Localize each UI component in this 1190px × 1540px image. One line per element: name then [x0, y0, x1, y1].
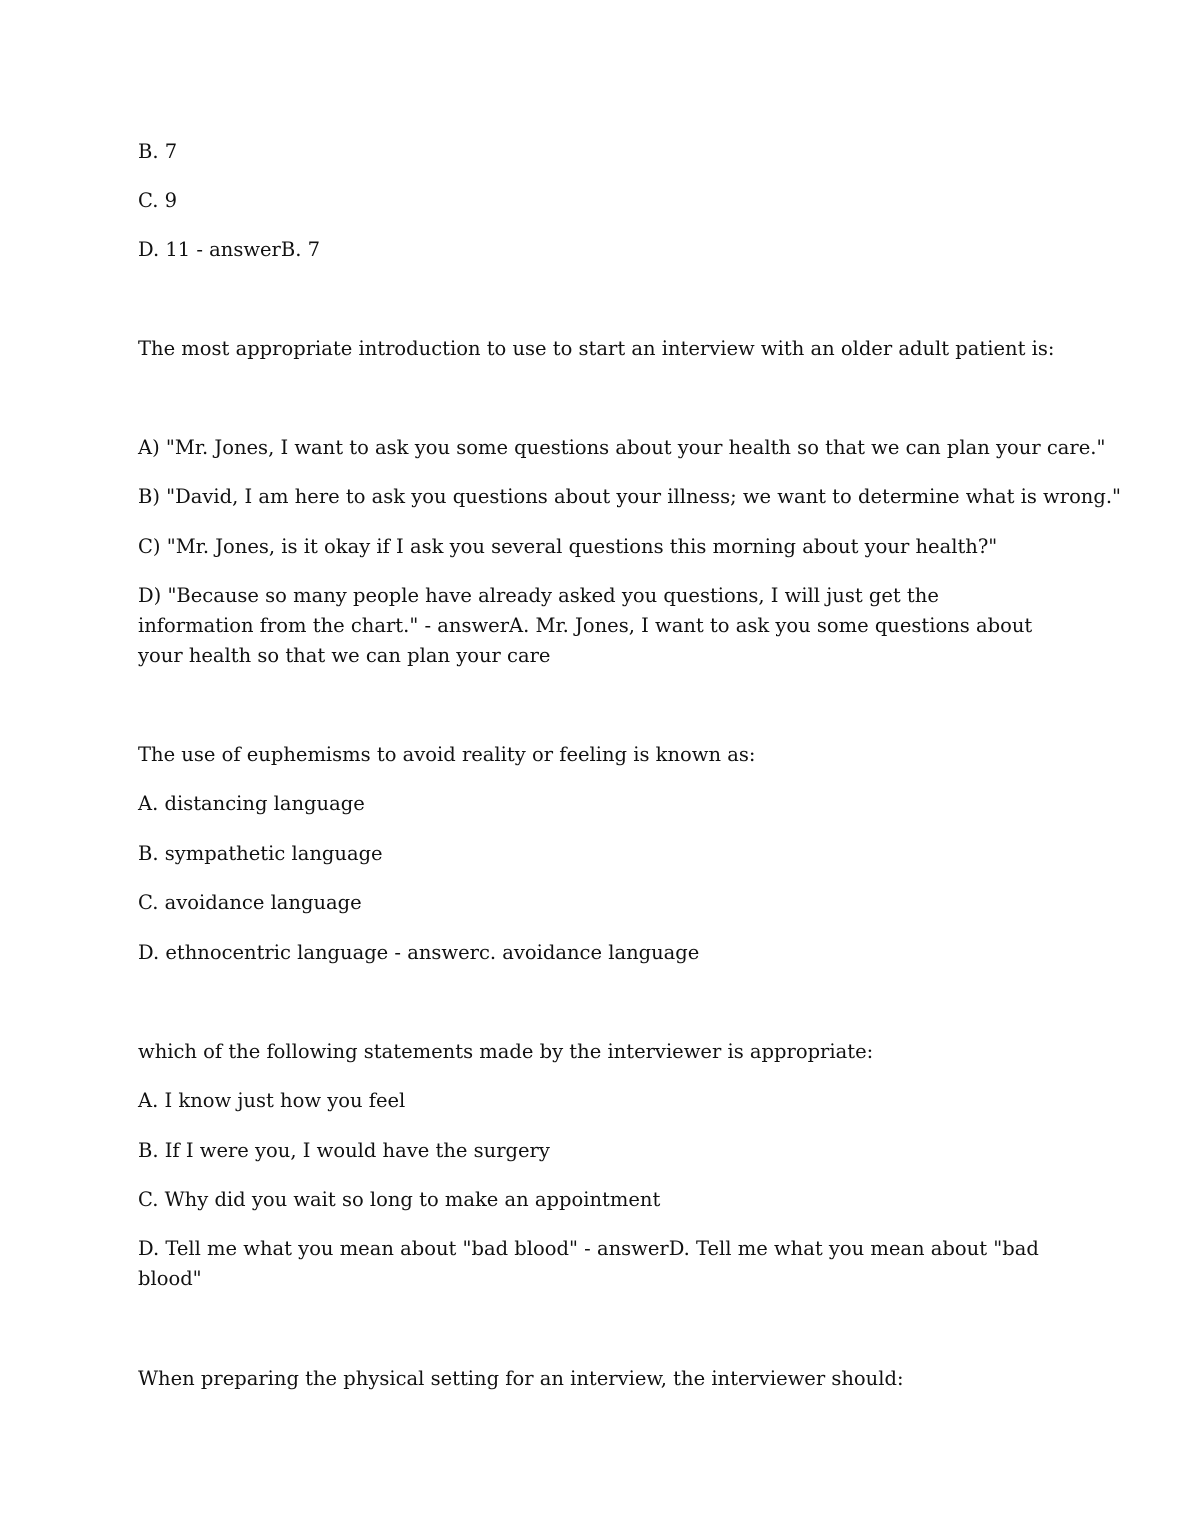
q3-option-b: B. sympathetic language — [138, 842, 383, 865]
q2-option-c: C) "Mr. Jones, is it okay if I ask you several questions this morning about your health?" — [138, 535, 998, 558]
q3-option-a: A. distancing language — [138, 792, 365, 815]
q2-question: The most appropriate introduction to use to start an interview with an older adult patient is: — [138, 337, 1055, 360]
q1-option-d-answer: D. 11 - answerB. 7 — [138, 238, 321, 261]
q2-option-b: B) "David, I am here to ask you questions about your illness; we want to determine what is wrong." — [138, 485, 1122, 508]
q3-question: The use of euphemisms to avoid reality or feeling is known as: — [138, 743, 756, 766]
q3-option-d-answer: D. ethnocentric language - answerc. avoidance language — [138, 941, 700, 964]
q4-option-b: B. If I were you, I would have the surgery — [138, 1139, 550, 1162]
q2-option-d-answer: D) "Because so many people have already asked you questions, I will just get the information from the chart." - answerA. Mr. Jones, I want to ask you some questions about your health so that we can plan your care — [138, 584, 1033, 667]
q1-option-c: C. 9 — [138, 189, 178, 212]
q2-option-a: A) "Mr. Jones, I want to ask you some questions about your health so that we can plan your care." — [138, 436, 1106, 459]
q4-option-d-answer: D. Tell me what you mean about "bad blood" - answerD. Tell me what you mean about "bad blood" — [138, 1237, 1039, 1290]
q4-option-c: C. Why did you wait so long to make an appointment — [138, 1188, 661, 1211]
q1-option-b: B. 7 — [138, 140, 178, 163]
q4-question: which of the following statements made by the interviewer is appropriate: — [138, 1040, 874, 1063]
q4-option-a: A. I know just how you feel — [138, 1089, 406, 1112]
q5-question: When preparing the physical setting for an interview, the interviewer should: — [138, 1367, 904, 1390]
q3-option-c: C. avoidance language — [138, 891, 362, 914]
